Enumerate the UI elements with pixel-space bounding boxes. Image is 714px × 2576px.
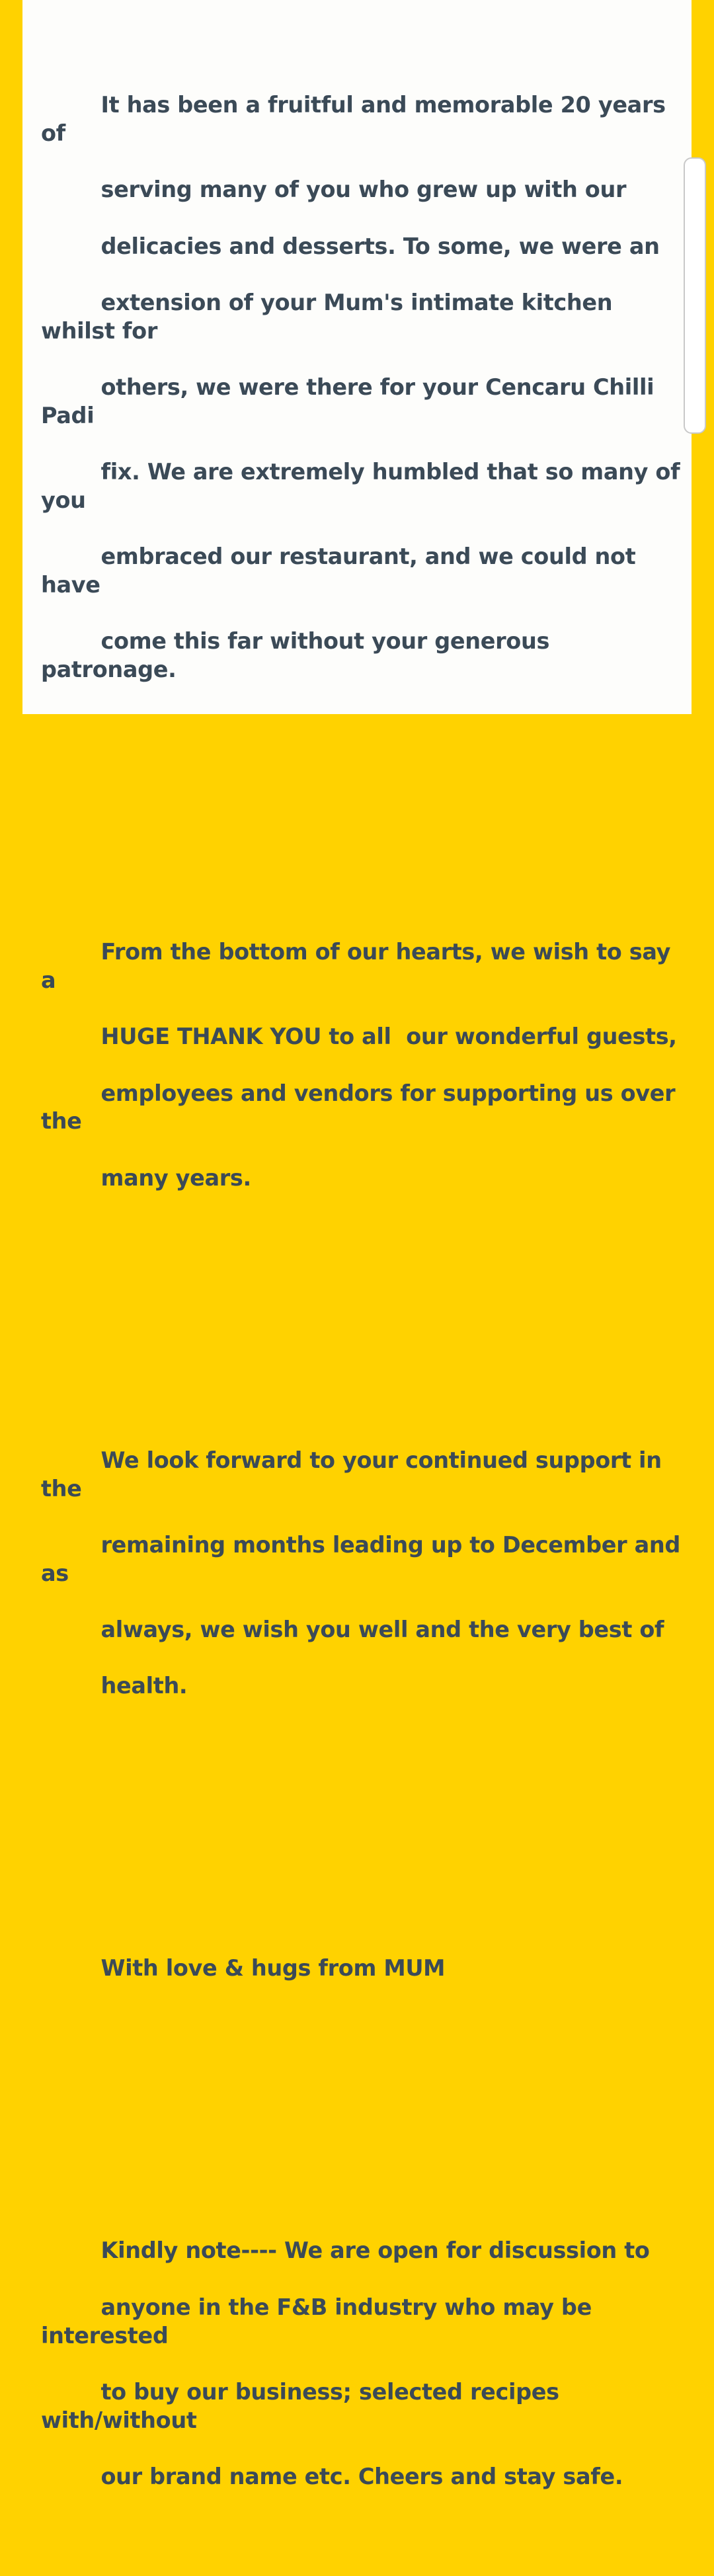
scroll-handle[interactable] <box>684 157 706 434</box>
message-card <box>22 0 692 2490</box>
message-line: anyone in the F&B industry who may be interested <box>41 2294 600 2349</box>
message-line: many years. <box>100 1164 251 1191</box>
message-line: others, we were there for your Cencaru Chilli Padi <box>41 374 662 428</box>
message-line: to buy our business; selected recipes with/without <box>41 2379 567 2433</box>
message-line: always, we wish you well and the very best of <box>100 1617 664 1643</box>
message-line: serving many of you who grew up with our <box>100 177 627 203</box>
message-line: delicacies and desserts. To some, we were an <box>100 233 660 259</box>
paragraph-gap <box>41 2096 682 2124</box>
message-line: our brand name etc. Cheers and stay safe. <box>100 2464 623 2490</box>
message-paragraph-2 <box>41 910 682 1221</box>
message-line: We look forward to your continued support in the <box>41 1447 670 1502</box>
message-line: It has been a fruitful and memorable 20 years of <box>41 92 674 146</box>
farewell-message <box>41 7 688 2576</box>
message-line: extension of your Mum's intimate kitchen whilst for <box>41 290 620 344</box>
paragraph-gap <box>41 1305 682 1334</box>
message-line: From the bottom of our hearts, we wish to say a <box>41 939 678 993</box>
message-line: With love & hugs from MUM <box>100 1955 446 1982</box>
paragraph-gap <box>41 1814 682 1842</box>
message-line: health. <box>100 1673 188 1699</box>
message-line: HUGE THANK YOU to all our wonderful guests, <box>100 1024 677 1050</box>
message-line: employees and vendors for supporting us over the <box>41 1080 683 1135</box>
message-paragraph-3 <box>41 1418 688 1729</box>
paragraph-gap <box>41 797 682 826</box>
message-line: embraced our restaurant, and we could not have <box>41 543 643 598</box>
message-line: come this far without your generous patronage. <box>41 628 557 683</box>
message-line: fix. We are extremely humbled that so many of you <box>41 459 688 513</box>
message-signoff <box>41 1927 682 2011</box>
message-paragraph-1 <box>41 63 688 712</box>
message-note <box>41 2209 682 2520</box>
message-line: remaining months leading up to December and as <box>41 1531 688 1586</box>
message-line: Kindly note---- We are open for discussion to <box>100 2237 650 2264</box>
